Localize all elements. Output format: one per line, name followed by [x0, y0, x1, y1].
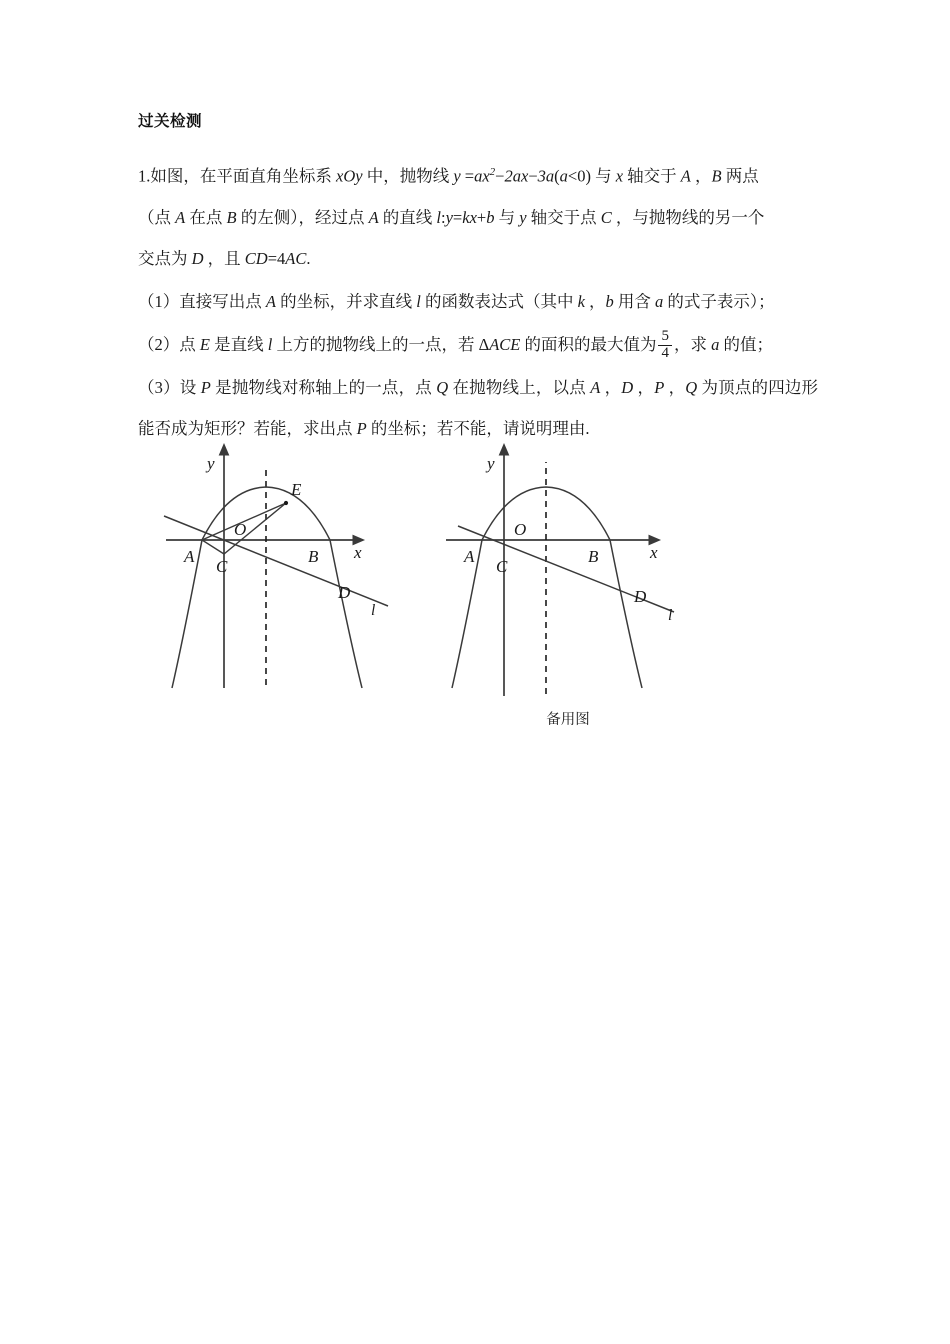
q1-text-d: ， [584, 291, 606, 311]
question-1 [138, 281, 818, 322]
q1-text-a: （1）直接写出点 [138, 291, 266, 311]
line-l-label: l [668, 607, 673, 624]
point-B-label: B [308, 547, 319, 566]
math-eq-1: = [464, 166, 475, 186]
fraction-numerator: 5 [661, 328, 669, 345]
math-x-1: x [482, 166, 490, 186]
stem-text-2d: 的直线 [378, 207, 437, 227]
origin-label: O [514, 520, 527, 539]
fraction-five-fourths [658, 329, 672, 362]
math-x-2: x [469, 207, 477, 227]
point-P-ref-2: P [654, 377, 665, 397]
math-lparen: ( [554, 166, 560, 186]
point-D-label: D [634, 587, 647, 606]
document-content [138, 112, 818, 449]
figure-2-spare [438, 440, 708, 705]
math-eq-3: = [267, 248, 278, 268]
stem-text-1f: ， [690, 166, 712, 186]
line-l-ref-3: l [267, 334, 273, 354]
figures-container [138, 440, 818, 760]
stem-text-3a: 交点为 [138, 248, 192, 268]
point-P-ref-3: P [356, 418, 367, 438]
q2-text-a: （2）点 [138, 334, 200, 354]
math-a-4: a [711, 334, 720, 354]
point-Q-ref-1: Q [436, 377, 449, 397]
q3-text-b: 是抛物线对称轴上的一点，点 [210, 377, 437, 397]
point-D-ref-1: D [191, 248, 204, 268]
q3-text-f: 边形能否成为矩形？若能，求出点 [138, 377, 819, 438]
q1-text-f: 的式子表示）； [663, 291, 775, 311]
problem-stem-line-1 [138, 152, 818, 197]
stem-text-2e: 与 [494, 207, 520, 227]
math-eq-2: = [452, 207, 463, 227]
q1-text-b: 的坐标，并求直线 [275, 291, 417, 311]
q3-text-d1: ， [600, 377, 622, 397]
math-y-2: y [445, 207, 453, 227]
figure-2-caption: 备用图 [546, 712, 590, 728]
line-l-ref-1: l [436, 207, 441, 227]
math-zero: 0 [577, 166, 586, 186]
stem-text-1e: 轴交于 [623, 166, 681, 186]
math-delta: Δ [478, 334, 490, 354]
point-E-marker [284, 501, 288, 505]
point-A-ref-5: A [590, 377, 601, 397]
y-axis-label: y [487, 454, 495, 473]
coordinate-system-symbol: xOy [336, 166, 363, 186]
figure-2-svg [438, 440, 708, 700]
math-3a: 3a [537, 166, 555, 186]
math-minus-1: − [495, 166, 505, 186]
math-k: k [462, 207, 470, 227]
q1-text-c: 的函数表达式（其中 [420, 291, 578, 311]
x-axis-label: x [354, 543, 362, 562]
point-A-ref-1: A [680, 166, 691, 186]
stem-text-1g: 两点 [721, 166, 759, 186]
line-l-ref-2: l [416, 291, 421, 311]
triangle-ACE: ACE [489, 334, 521, 354]
point-D-label: D [338, 583, 351, 602]
point-C-label: C [496, 557, 508, 576]
parabola-curve [172, 487, 362, 688]
math-four: 4 [277, 248, 286, 268]
stem-text-2a: （点 [138, 207, 176, 227]
point-A-ref-3: A [368, 207, 379, 227]
point-D-ref-2: D [621, 377, 634, 397]
figure-1-svg [158, 440, 428, 700]
point-C-label: C [216, 557, 228, 576]
point-P-ref-1: P [200, 377, 211, 397]
segment-CD: CD [244, 248, 268, 268]
math-exponent-2: 2 [489, 166, 496, 179]
math-a-2: a [559, 166, 568, 186]
math-2ax: 2ax [504, 166, 529, 186]
point-B-ref-2: B [226, 207, 237, 227]
q2-text-c: 上方的抛物线上的一点，若 [272, 334, 479, 354]
q2-text-d: 的面积的最大值为 [520, 334, 657, 354]
math-y: y [453, 166, 461, 186]
segment-AC: AC [285, 248, 307, 268]
point-A-label: A [464, 547, 475, 566]
math-y-axis: y [519, 207, 527, 227]
math-k-2: k [577, 291, 585, 311]
point-Q-ref-2: Q [685, 377, 698, 397]
math-x-axis: x [615, 166, 624, 186]
q1-text-e: 用含 [613, 291, 656, 311]
stem-text-2g: ，与抛物线的另一个 [611, 207, 765, 227]
math-minus-2: − [528, 166, 538, 186]
q3-text-d2: ， [633, 377, 655, 397]
q3-text-e: 为顶点的四 [697, 377, 785, 397]
math-a-1: a [474, 166, 483, 186]
stem-text-1a: 1.如图，在平面直角坐标系 [138, 166, 336, 186]
q3-text-d3: ， [664, 377, 686, 397]
point-A-label: A [184, 547, 195, 566]
point-B-label: B [588, 547, 599, 566]
math-plus: + [476, 207, 487, 227]
stem-text-1d: 与 [590, 166, 616, 186]
stem-text-2c: 的左侧），经过点 [236, 207, 369, 227]
problem-stem-line-3 [138, 238, 818, 279]
math-colon: : [441, 207, 446, 227]
q3-text-a: （3）设 [138, 377, 201, 397]
point-B-ref-1: B [711, 166, 722, 186]
math-rparen: ) [585, 166, 591, 186]
math-less-than: < [567, 166, 578, 186]
question-3 [138, 367, 818, 449]
stem-text-3b: ，且 [203, 248, 245, 268]
math-a-3: a [655, 291, 664, 311]
x-axis-label: x [650, 543, 658, 562]
q3-text-g: 的坐标；若不能，请说明理由. [366, 418, 590, 438]
problem-stem-line-2 [138, 197, 818, 238]
origin-label: O [234, 520, 247, 539]
math-period-1: . [306, 248, 311, 268]
math-b: b [486, 207, 495, 227]
question-2 [138, 324, 818, 365]
point-E-label: E [291, 480, 302, 499]
q2-text-e: ，求 [673, 334, 712, 354]
math-b-2: b [605, 291, 614, 311]
page-title: 过关检测 [138, 113, 203, 130]
fraction-denominator: 4 [658, 345, 672, 362]
line-l-label: l [371, 602, 376, 619]
stem-text-2b: 在点 [185, 207, 227, 227]
q2-text-f: 的值； [719, 334, 773, 354]
figure-1 [158, 440, 428, 705]
stem-text-1c: 中，抛物线 [362, 166, 454, 186]
q2-text-b: 是直线 [209, 334, 268, 354]
y-axis-label: y [207, 454, 215, 473]
point-A-ref-2: A [175, 207, 186, 227]
point-E-ref-1: E [199, 334, 210, 354]
point-C-ref-1: C [600, 207, 612, 227]
q3-text-c: 在抛物线上，以点 [448, 377, 591, 397]
stem-text-2f: 轴交于点 [526, 207, 601, 227]
point-A-ref-4: A [265, 291, 276, 311]
